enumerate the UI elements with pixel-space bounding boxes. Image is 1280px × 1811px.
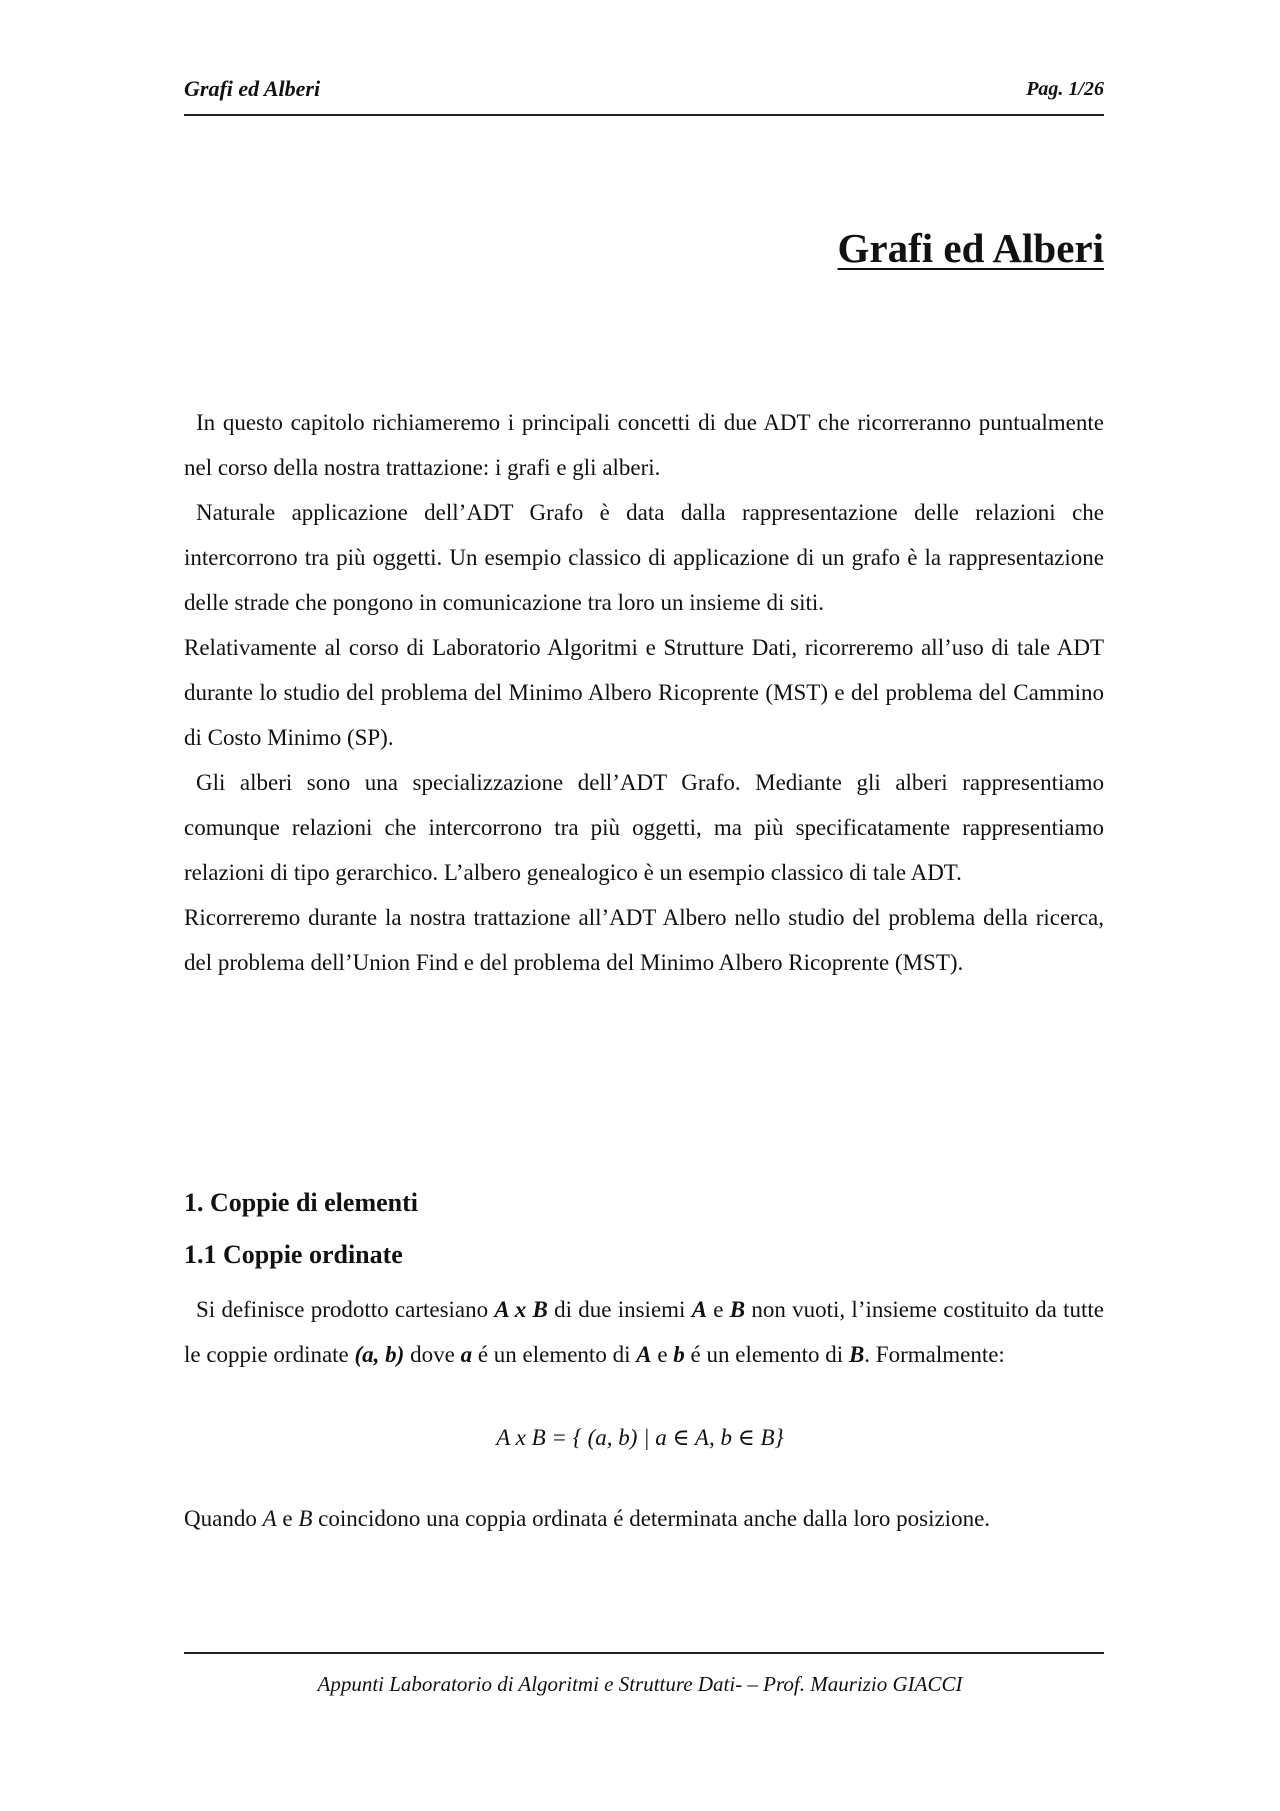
intro-paragraph-1: In questo capitolo richiameremo i principali concetti di due ADT che ricorreranno puntualmente nel corso della nostra trattazione: i grafi e gli alberi. xyxy=(184,410,1104,480)
section-heading: 1. Coppie di elementi xyxy=(184,1188,418,1217)
def-text-1: Si definisce prodotto cartesiano xyxy=(196,1297,495,1322)
def-text-8: é un elemento di xyxy=(684,1342,849,1367)
def-pair: (a, b) xyxy=(354,1342,405,1367)
def-element-a: a xyxy=(460,1342,473,1367)
def-set-a: A xyxy=(691,1297,708,1322)
def-set-b-2: B xyxy=(848,1342,865,1367)
definition-paragraph xyxy=(184,1287,1104,1377)
subsection-heading: 1.1 Coppie ordinate xyxy=(184,1240,403,1269)
intro-paragraph-5: Ricorreremo durante la nostra trattazione all’ADT Albero nello studio del problema della ricerca, del problema dell’Union Find e del problema del Minimo Albero Ricoprente (MST). xyxy=(184,905,1104,975)
header-page-number: Pag. 1/26 xyxy=(1026,78,1104,100)
definition-text xyxy=(184,1287,1104,1377)
document-title: Grafi ed Alberi xyxy=(837,225,1104,271)
def-set-a-2: A xyxy=(636,1342,652,1367)
intro-text xyxy=(184,400,1104,985)
after-formula-paragraph xyxy=(184,1496,1104,1541)
intro-paragraph-2: Naturale applicazione dell’ADT Grafo è data dalla rappresentazione delle relazioni che intercorrono tra più oggetti. Un esempio classico di applicazione di un grafo è la rappresentazione delle strade che pongono in comunicazione tra loro un insieme di siti. xyxy=(184,500,1104,615)
def-text-5: dove xyxy=(404,1342,461,1367)
def-element-b: b xyxy=(673,1342,685,1367)
after-text-1: Quando xyxy=(184,1506,263,1531)
header-title: Grafi ed Alberi xyxy=(184,76,321,101)
footer-divider xyxy=(184,1652,1104,1654)
after-set-a: A xyxy=(262,1506,277,1531)
def-text-6: é un elemento di xyxy=(472,1342,637,1367)
page-header xyxy=(184,76,1104,116)
after-text-3: coincidono una coppia ordinata é determinata anche dalla loro posizione. xyxy=(312,1506,991,1531)
after-set-b: B xyxy=(298,1506,313,1531)
def-text-4: non vuoti, l’insieme costituito da tutte le coppie ordinate xyxy=(184,1297,1104,1367)
def-text-9: . Formalmente: xyxy=(864,1342,1005,1367)
def-text-7: e xyxy=(651,1342,674,1367)
intro-paragraph-4: Gli alberi sono una specializzazione dell’ADT Grafo. Mediante gli alberi rappresentiamo comunque relazioni che intercorrono tra più oggetti, ma più specificatamente rappresentiamo relazioni di tipo gerarchico. L’albero genealogico è un esempio classico di tale ADT. xyxy=(184,770,1104,885)
cartesian-product-formula: A x B = { (a, b) | a ∈ A, b ∈ B} xyxy=(496,1425,784,1450)
def-text-3: e xyxy=(707,1297,730,1322)
def-set-b: B xyxy=(729,1297,746,1322)
intro-paragraph-3: Relativamente al corso di Laboratorio Algoritmi e Strutture Dati, ricorreremo all’uso di tale ADT durante lo studio del problema del Minimo Albero Ricoprente (MST) e del problema del Cammino di Costo Minimo (SP). xyxy=(184,635,1104,750)
after-text-2: e xyxy=(276,1506,299,1531)
def-text-2: di due insiemi xyxy=(547,1297,692,1322)
def-axb: A x B xyxy=(494,1297,548,1322)
page-footer: Appunti Laboratorio di Algoritmi e Strutture Dati- – Prof. Maurizio GIACCI xyxy=(317,1672,963,1696)
